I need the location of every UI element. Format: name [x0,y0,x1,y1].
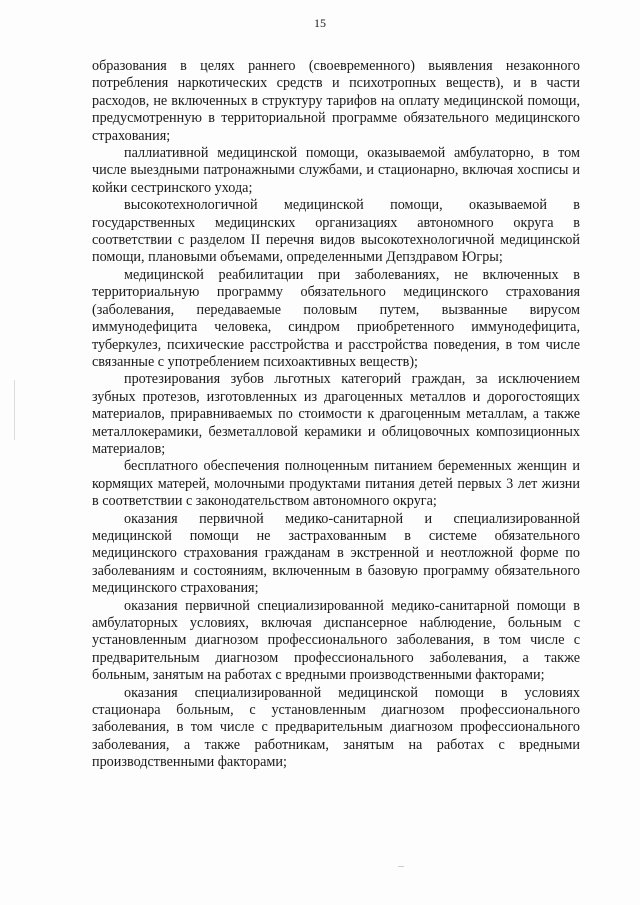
paragraph-8: оказания первичной специализированной медико-санитарной помощи в амбулаторных условиях, включая диспансерное наблюдение, больным с установленным диагнозом профессионального заболевания, в том числе с предварительным диагнозом профессионального заболевания, а также больным, занятым на работах с вредными производственными факторами; [92,597,580,684]
paragraph-1: образования в целях раннего (своевременного) выявления незаконного потребления наркотических средств и психотропных веществ), и в части расходов, не включенных в структуру тарифов на оплату медицинской помощи, предусмотренную в территориальной программе обязательного медицинского страхования; [92,58,580,144]
paragraph-3: высокотехнологичной медицинской помощи, оказываемой в государственных медицинских организациях автономного округа в соответствии с разделом II перечня видов высокотехнологичной медицинской помощи, плановыми объемами, определенными Депздравом Югры; [92,197,580,266]
scan-mark-left [14,380,15,440]
page-number: 15 [314,16,326,30]
body-text [92,58,580,772]
paragraph-9: оказания специализированной медицинской помощи в условиях стационара больным, с установленным диагнозом профессионального заболевания, в том числе с предварительным диагнозом профессионального заболевания, а также работникам, занятым на работах с вредными производственными факторами; [92,684,580,771]
scan-mark-bottom [398,866,404,867]
paragraph-2: паллиативной медицинской помощи, оказываемой амбулаторно, в том числе выездными патронажными службами, и стационарно, включая хосписы и койки сестринского ухода; [92,145,580,196]
paragraph-7: оказания первичной медико-санитарной и специализированной медицинской помощи не застрахованным в системе обязательного медицинского страхования гражданам в экстренной и неотложной форме по заболеваниям и состояниям, включенным в базовую программу обязательного медицинского страхования; [92,510,580,597]
paragraph-6: бесплатного обеспечения полноценным питанием беременных женщин и кормящих матерей, молочными продуктами питания детей первых 3 лет жизни в соответствии с законодательством автономного округа; [92,458,580,510]
paragraph-5: протезирования зубов льготных категорий граждан, за исключением зубных протезов, изготовленных из драгоценных металлов и дорогостоящих материалов, приравниваемых по стоимости к драгоценным металлам, а также металлокерамики, безметалловой керамики и облицовочных композиционных материалов; [92,371,580,457]
paragraph-4: медицинской реабилитации при заболеваниях, не включенных в территориальную программу обязательного медицинского страхования (заболевания, передаваемые половым путем, вызванные вирусом иммунодефицита человека, синдром приобретенного иммунодефицита, туберкулез, психические расстройства и расстройства поведения, в том числе связанные с употреблением психоактивных веществ); [92,266,580,370]
